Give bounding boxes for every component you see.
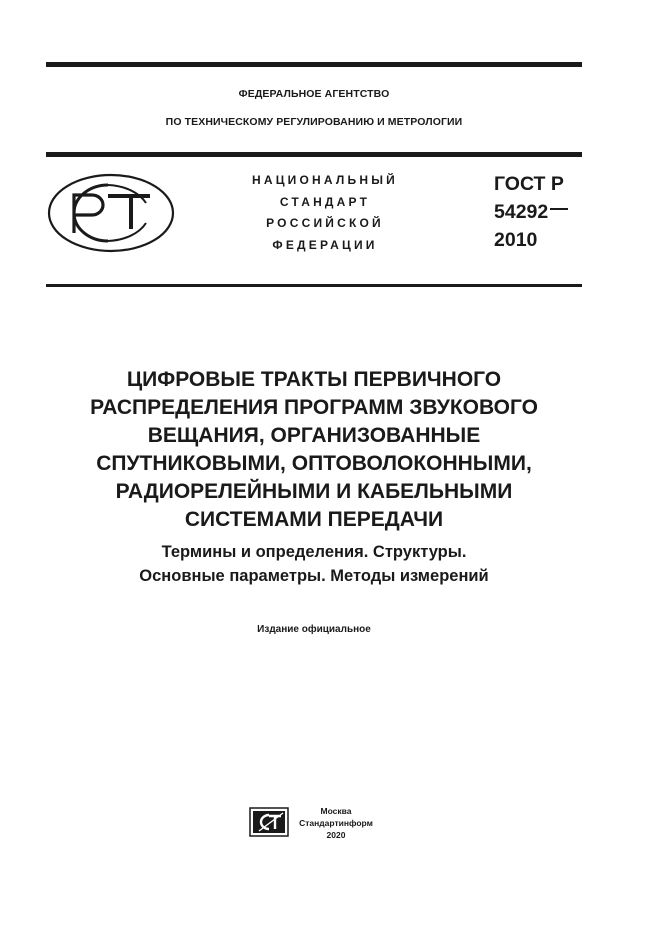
publisher-city: Москва <box>320 806 352 816</box>
bottom-rule <box>46 284 582 287</box>
edition-note: Издание официальное <box>257 624 371 635</box>
standard-type-line: НАЦИОНАЛЬНЫЙ <box>251 173 399 187</box>
title-line: ЦИФРОВЫЕ ТРАКТЫ ПЕРВИЧНОГО <box>126 368 502 391</box>
title-line: РАДИОРЕЛЕЙНЫМИ И КАБЕЛЬНЫМИ <box>115 480 513 503</box>
subtitle-line: Термины и определения. Структуры. <box>161 543 467 561</box>
agency-name-line2: ПО ТЕХНИЧЕСКОМУ РЕГУЛИРОВАНИЮ И МЕТРОЛОГИИ <box>165 116 463 128</box>
title-line: СПУТНИКОВЫМИ, ОПТОВОЛОКОННЫМИ, <box>96 452 532 475</box>
publisher-name: Стандартинформ <box>299 818 373 828</box>
title-line: РАСПРЕДЕЛЕНИЯ ПРОГРАММ ЗВУКОВОГО <box>90 396 538 419</box>
document-subtitle <box>46 540 582 588</box>
agency-name-line1: ФЕДЕРАЛЬНОЕ АГЕНТСТВО <box>238 88 390 100</box>
standard-designation <box>494 170 594 254</box>
standard-type-block <box>230 170 420 256</box>
designation-number-line <box>494 198 594 226</box>
subtitle-line: Основные параметры. Методы измерений <box>139 567 489 585</box>
designation-year: 2010 <box>494 229 538 251</box>
designation-dash <box>550 208 568 210</box>
designation-prefix: ГОСТ Р <box>494 173 564 195</box>
title-line: СИСТЕМАМИ ПЕРЕДАЧИ <box>184 508 444 531</box>
document-title <box>46 366 582 534</box>
designation-number: 54292 <box>494 201 549 223</box>
rst-certification-mark-icon <box>46 173 176 253</box>
publisher-year: 2020 <box>326 830 346 840</box>
standartinform-logo-icon <box>249 807 289 837</box>
standard-type-line: СТАНДАРТ <box>279 194 371 209</box>
middle-rule <box>46 152 582 157</box>
standard-type-line: ФЕДЕРАЦИИ <box>272 237 378 252</box>
publisher-info <box>296 805 376 841</box>
standard-type-line: РОССИЙСКОЙ <box>266 216 384 230</box>
title-line: ВЕЩАНИЯ, ОРГАНИЗОВАННЫЕ <box>147 424 481 447</box>
top-rule <box>46 62 582 67</box>
